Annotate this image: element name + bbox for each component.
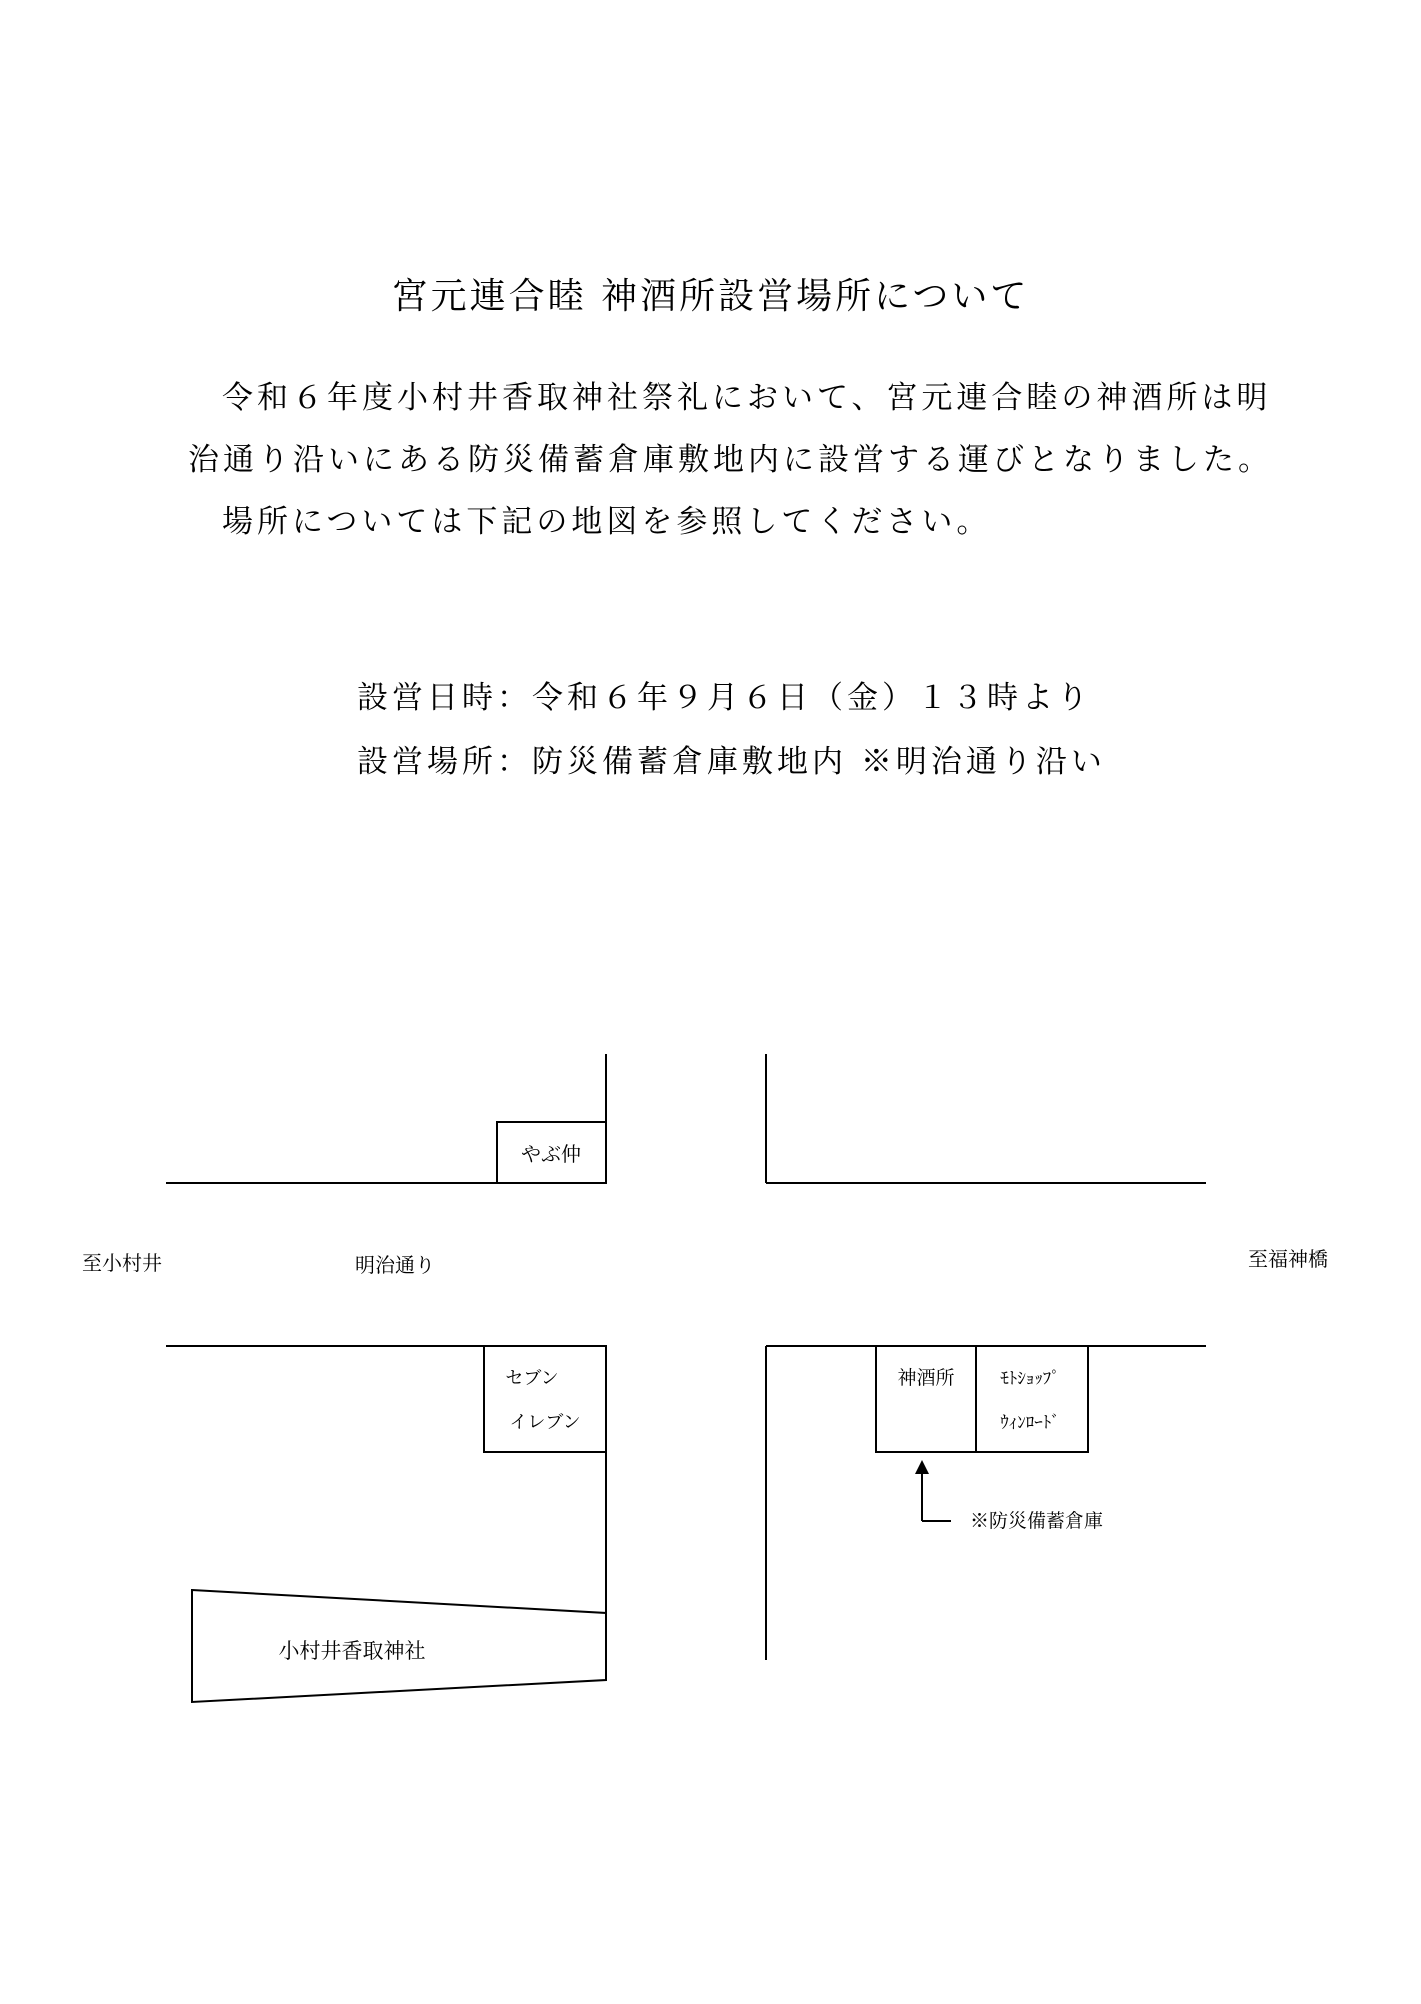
seven-eleven-label-line1: セブン (505, 1368, 559, 1389)
body-line-3: 場所については下記の地図を参照してください。 (222, 504, 992, 540)
setup-place: 設営場所：防災備蓄倉庫敷地内 ※明治通り沿い (357, 744, 1106, 780)
setup-datetime: 設営日時：令和６年９月６日（金）１３時より (357, 680, 1092, 716)
road-name-label: 明治通り (355, 1253, 435, 1277)
seven-eleven-building (484, 1346, 606, 1452)
katori-shrine-label: 小村井香取神社 (278, 1639, 426, 1663)
direction-left-label: 至小村井 (82, 1251, 162, 1275)
shinshu-booth (876, 1346, 976, 1452)
moto-shop-building (976, 1346, 1088, 1452)
direction-right-label: 至福神橋 (1248, 1247, 1328, 1271)
body-line-1: 令和６年度小村井香取神社祭礼において、宮元連合睦の神酒所は明 (222, 380, 1272, 416)
shinshu-label: 神酒所 (897, 1367, 955, 1389)
moto-shop-label-line1: ﾓﾄｼｮｯﾌﾟ (1000, 1369, 1060, 1389)
warehouse-label: ※防災備蓄倉庫 (970, 1510, 1104, 1532)
seven-eleven-label-line2: イレブン (509, 1412, 581, 1433)
arrow-head-icon (915, 1460, 929, 1474)
body-line-2: 治通り沿いにある防災備蓄倉庫敷地内に設営する運びとなりました。 (188, 442, 1273, 478)
yabu-label: やぶ仲 (521, 1142, 581, 1166)
moto-shop-label-line2: ｳｨﾝﾛｰﾄﾞ (1000, 1413, 1060, 1433)
page-title: 宮元連合睦 神酒所設営場所について (391, 276, 1030, 317)
